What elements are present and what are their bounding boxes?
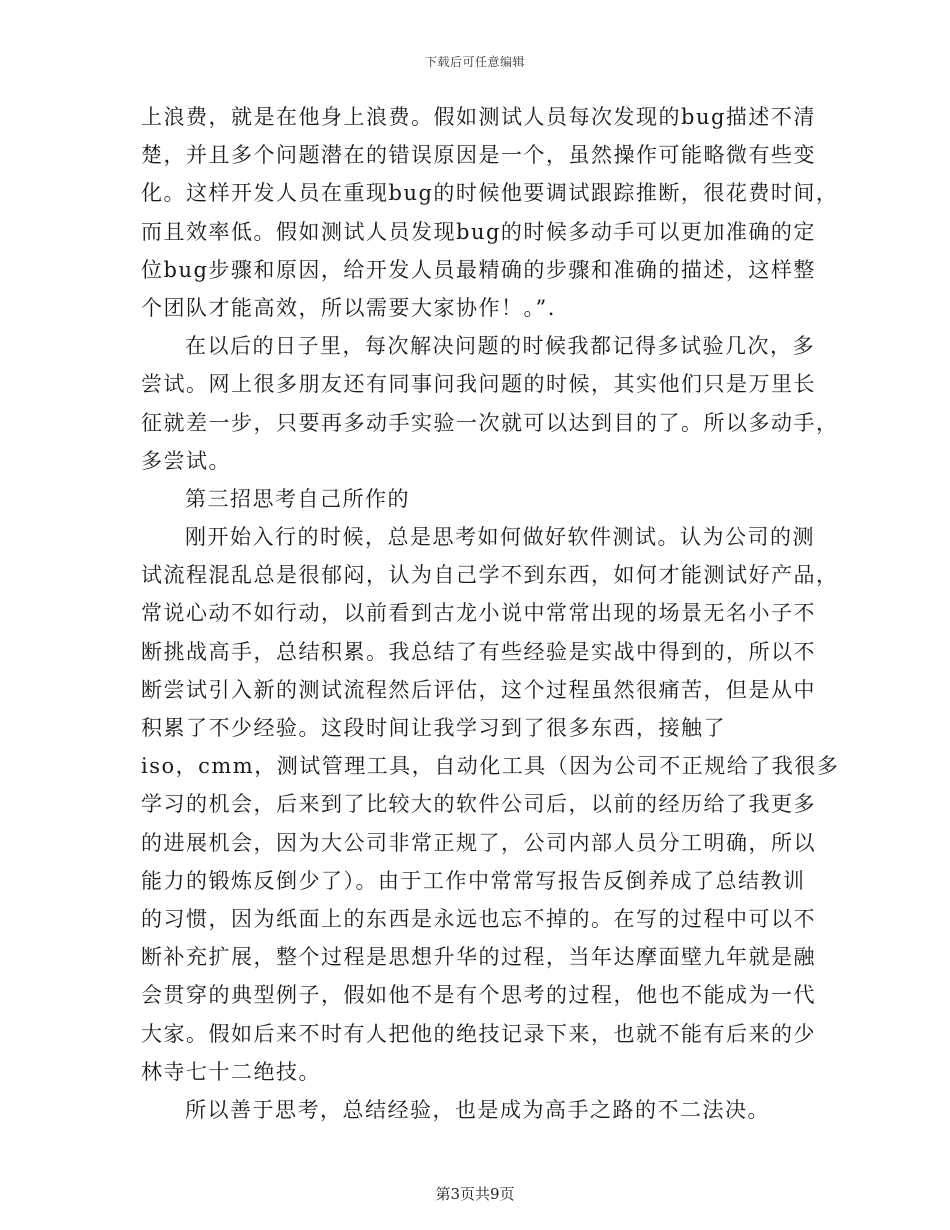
paragraph-line: 楚，并且多个问题潜在的错误原因是一个，虽然操作可能略微有些变 xyxy=(141,143,816,168)
paragraph-line: 积累了不少经验。这段时间让我学习到了很多东西，接触了 xyxy=(141,716,726,740)
paragraph-line: 能力的锻炼反倒少了）。由于工作中常常写报告反倒养成了总结教训 xyxy=(141,868,806,893)
paragraph-line: 林寺七十二绝技。 xyxy=(141,1059,321,1084)
paragraph-line: 而且效率低。假如测试人员发现bug的时候多动手可以更加准确的定 xyxy=(141,219,816,244)
paragraph-line: 的习惯，因为纸面上的东西是永远也忘不掉的。在写的过程中可以不 xyxy=(141,906,816,931)
paragraph-line: 会贯穿的典型例子，假如他不是有个思考的过程，他也不能成为一代 xyxy=(141,983,816,1008)
paragraph-line: 个团队才能高效，所以需要大家协作！。”. xyxy=(141,295,556,320)
paragraph-line: 试流程混乱总是很郁闷，认为自己学不到东西，如何才能测试好产品， xyxy=(141,563,839,588)
paragraph-line: iso，cmm，测试管理工具，自动化工具（因为公司不正规给了我很多 xyxy=(141,754,840,779)
paragraph-line: 断挑战高手，总结积累。我总结了有些经验是实战中得到的，所以不 xyxy=(141,639,816,664)
paragraph-line: 化。这样开发人员在重现bug的时候他要调试跟踪推断，很花费时间， xyxy=(141,181,839,206)
paragraph-line: 尝试。网上很多朋友还有同事问我问题的时候，其实他们只是万里长 xyxy=(141,372,816,397)
body-text xyxy=(141,98,840,1129)
page-footer: 第3页共9页 xyxy=(435,1185,515,1203)
paragraph-line: 上浪费，就是在他身上浪费。假如测试人员每次发现的bug描述不清 xyxy=(141,105,816,129)
section-heading: 第三招思考自己所作的 xyxy=(185,486,410,511)
paragraph-line: 位bug步骤和原因，给开发人员最精确的步骤和准确的描述，这样整 xyxy=(141,257,816,282)
paragraph-line: 大家。假如后来不时有人把他的绝技记录下来，也就不能有后来的少 xyxy=(141,1021,816,1046)
paragraph-line: 多尝试。 xyxy=(141,448,231,473)
paragraph-line: 的进展机会，因为大公司非常正规了，公司内部人员分工明确，所以 xyxy=(141,830,816,855)
paragraph-line: 断尝试引入新的测试流程然后评估，这个过程虽然很痛苦，但是从中 xyxy=(141,677,816,702)
paragraph-line: 在以后的日子里，每次解决问题的时候我都记得多试验几次，多 xyxy=(185,334,815,359)
paragraph-line: 征就差一步，只要再多动手实验一次就可以达到目的了。所以多动手， xyxy=(141,410,839,435)
paragraph-line: 学习的机会，后来到了比较大的软件公司后，以前的经历给了我更多 xyxy=(141,792,816,817)
paragraph-line: 常说心动不如行动，以前看到古龙小说中常常出现的场景无名小子不 xyxy=(141,601,816,626)
paragraph-line: 刚开始入行的时候，总是思考如何做好软件测试。认为公司的测 xyxy=(185,525,815,550)
paragraph-line: 断补充扩展，整个过程是思想升华的过程，当年达摩面壁九年就是融 xyxy=(141,945,816,970)
paragraph-line: 所以善于思考，总结经验，也是成为高手之路的不二法决。 xyxy=(185,1097,770,1122)
page-header: 下载后可任意编辑 xyxy=(424,55,525,69)
